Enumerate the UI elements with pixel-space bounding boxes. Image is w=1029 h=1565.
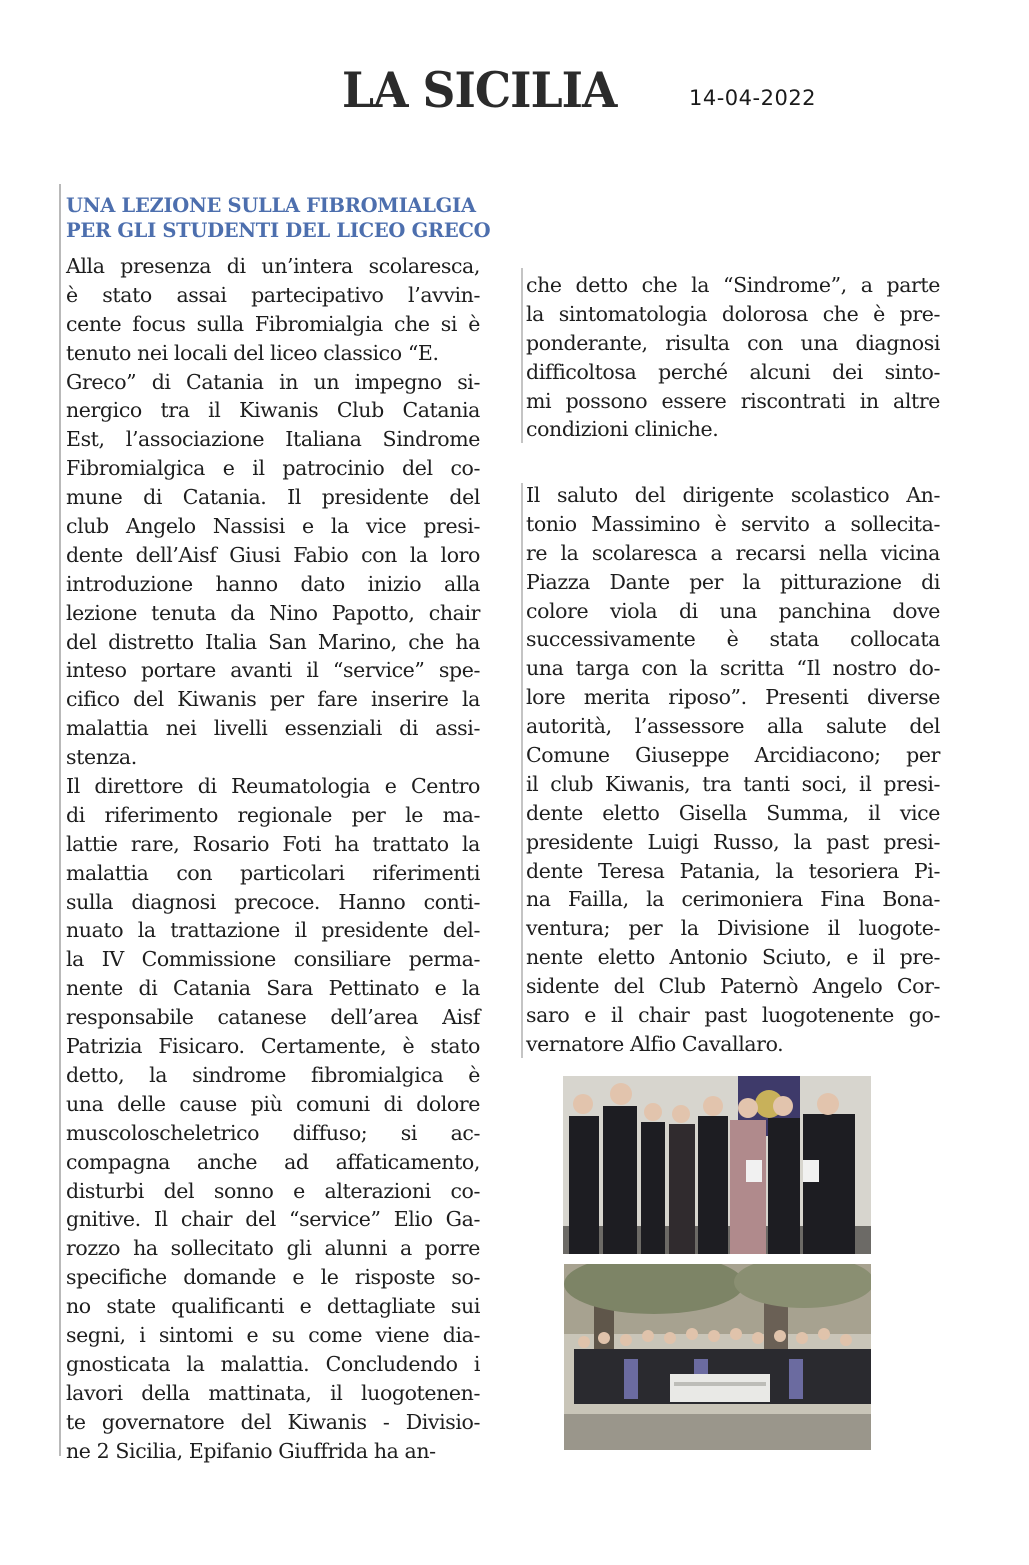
text-line: condizioni cliniche. xyxy=(526,417,719,442)
text-line: cente focus sulla Fibromialgia che si è xyxy=(66,311,480,336)
text-line: Piazza Dante per la pitturazione di xyxy=(526,569,940,594)
text-line: Il saluto del dirigente scolastico An- xyxy=(526,483,940,507)
text-line: nergico tra il Kiwanis Club Catania xyxy=(66,398,480,423)
text-line: colore viola di una panchina dove xyxy=(526,598,940,623)
text-line: malattia nei livelli essenziali di assi- xyxy=(66,716,480,741)
text-line: lattie rare, Rosario Foti ha trattato la xyxy=(66,831,480,856)
text-line: del distretto Italia San Marino, che ha xyxy=(66,629,480,654)
text-line: la sintomatologia dolorosa che è pre- xyxy=(526,301,940,326)
text-line: specifiche domande e le risposte so- xyxy=(66,1265,480,1290)
text-line: te governatore del Kiwanis - Divisio- xyxy=(66,1409,480,1434)
text-line: detto, la sindrome fibromialgica è xyxy=(66,1062,480,1087)
text-line: malattia con particolari riferimenti xyxy=(66,860,480,885)
text-line: compagna anche ad affaticamento, xyxy=(66,1149,480,1174)
text-line: rozzo ha sollecitato gli alunni a porre xyxy=(66,1236,480,1261)
text-line: una targa con la scritta “Il nostro do- xyxy=(526,656,940,681)
column-rule-right-top xyxy=(521,268,523,443)
text-line: successivamente è stata collocata xyxy=(526,627,940,652)
text-line: presidente Luigi Russo, la past presi- xyxy=(526,829,940,854)
text-line: mi possono essere riscontrati in altre xyxy=(526,388,940,413)
text-line: la IV Commissione consiliare perma- xyxy=(66,947,480,972)
text-line: saro e il chair past luogotenente go- xyxy=(526,1003,940,1028)
text-line: club Angelo Nassisi e la vice presi- xyxy=(66,514,480,539)
text-line: dente dell’Aisf Giusi Fabio con la loro xyxy=(66,542,480,567)
newspaper-masthead: LA SICILIA xyxy=(342,61,617,119)
text-line: lavori della mattinata, il luogotenen- xyxy=(66,1380,480,1405)
text-line: mune di Catania. Il presidente del xyxy=(66,485,480,510)
column-rule-left xyxy=(59,184,61,1456)
text-line: sidente del Club Paternò Angelo Cor- xyxy=(526,974,940,999)
headline-line: PER GLI STUDENTI DEL LICEO GRECO xyxy=(66,219,491,242)
text-line: muscoloscheletrico diffuso; si ac- xyxy=(66,1120,480,1145)
text-line: dente Teresa Patania, la tesoriera Pi- xyxy=(526,858,940,883)
text-line: inteso portare avanti il “service” spe- xyxy=(66,658,480,683)
text-line: lore merita riposo”. Presenti diverse xyxy=(526,685,940,710)
article-column-right-top xyxy=(526,271,940,444)
text-line: Alla presenza di un’intera scolaresca, xyxy=(66,254,480,278)
text-line: gnitive. Il chair del “service” Elio Ga- xyxy=(66,1207,480,1232)
text-line: che detto che la “Sindrome”, a parte xyxy=(526,273,940,297)
text-line: vernatore Alfio Cavallaro. xyxy=(526,1031,784,1056)
text-line: na Failla, la cerimoniera Fina Bona- xyxy=(526,887,940,912)
text-line: tonio Massimino è servito a sollecita- xyxy=(526,511,940,536)
text-line: disturbi del sonno e alterazioni co- xyxy=(66,1178,480,1203)
text-line: sulla diagnosi precoce. Hanno conti- xyxy=(66,889,480,914)
crowd-photo-icon xyxy=(564,1264,871,1450)
column-rule-right-bottom xyxy=(521,483,523,1058)
text-line: ventura; per la Divisione il luogote- xyxy=(526,916,940,941)
text-line: cifico del Kiwanis per fare inserire la xyxy=(66,687,480,712)
text-line: re la scolaresca a recarsi nella vicina xyxy=(526,540,940,565)
text-line: Comune Giuseppe Arcidiacono; per xyxy=(526,743,940,768)
text-line: Est, l’associazione Italiana Sindrome xyxy=(66,427,480,452)
text-line: autorità, l’assessore alla salute del xyxy=(526,714,940,739)
text-line: stenza. xyxy=(66,745,137,770)
group-photo-icon xyxy=(563,1076,871,1254)
text-line: lezione tenuta da Nino Papotto, chair xyxy=(66,600,480,625)
article-column-left xyxy=(66,252,480,1465)
text-line: di riferimento regionale per le ma- xyxy=(66,802,480,827)
text-line: tenuto nei locali del liceo classico “E. xyxy=(66,340,439,365)
article-column-right-bottom xyxy=(526,481,940,1059)
text-line: è stato assai partecipativo l’avvin- xyxy=(66,282,480,307)
text-line: dente eletto Gisella Summa, il vice xyxy=(526,800,940,825)
text-line: ne 2 Sicilia, Epifanio Giuffrida ha an- xyxy=(66,1438,436,1463)
text-line: no state qualificanti e dettagliate sui xyxy=(66,1294,480,1319)
text-line: una delle cause più comuni di dolore xyxy=(66,1091,480,1116)
text-line: ponderante, risulta con una diagnosi xyxy=(526,330,940,355)
text-line: Patrizia Fisicaro. Certamente, è stato xyxy=(66,1034,480,1059)
text-line: il club Kiwanis, tra tanti soci, il presi- xyxy=(526,771,940,796)
text-line: segni, i sintomi e su come viene dia- xyxy=(66,1322,480,1347)
text-line: responsabile catanese dell’area Aisf xyxy=(66,1005,480,1030)
text-line: nente di Catania Sara Pettinato e la xyxy=(66,976,480,1001)
headline-line: UNA LEZIONE SULLA FIBROMIALGIA xyxy=(66,194,476,217)
text-line: difficoltosa perché alcuni dei sinto- xyxy=(526,359,940,384)
text-line: nuato la trattazione il presidente del- xyxy=(66,918,480,943)
text-line: nente eletto Antonio Sciuto, e il pre- xyxy=(526,945,940,970)
text-line: Greco” di Catania in un impegno si- xyxy=(66,369,480,394)
article-headline xyxy=(66,193,496,243)
text-line: gnosticata la malattia. Concludendo i xyxy=(66,1351,480,1376)
text-line: Fibromialgica e il patrocinio del co- xyxy=(66,456,480,481)
text-line: introduzione hanno dato inizio alla xyxy=(66,571,480,596)
publication-date: 14-04-2022 xyxy=(689,86,817,110)
text-line: Il direttore di Reumatologia e Centro xyxy=(66,774,480,799)
